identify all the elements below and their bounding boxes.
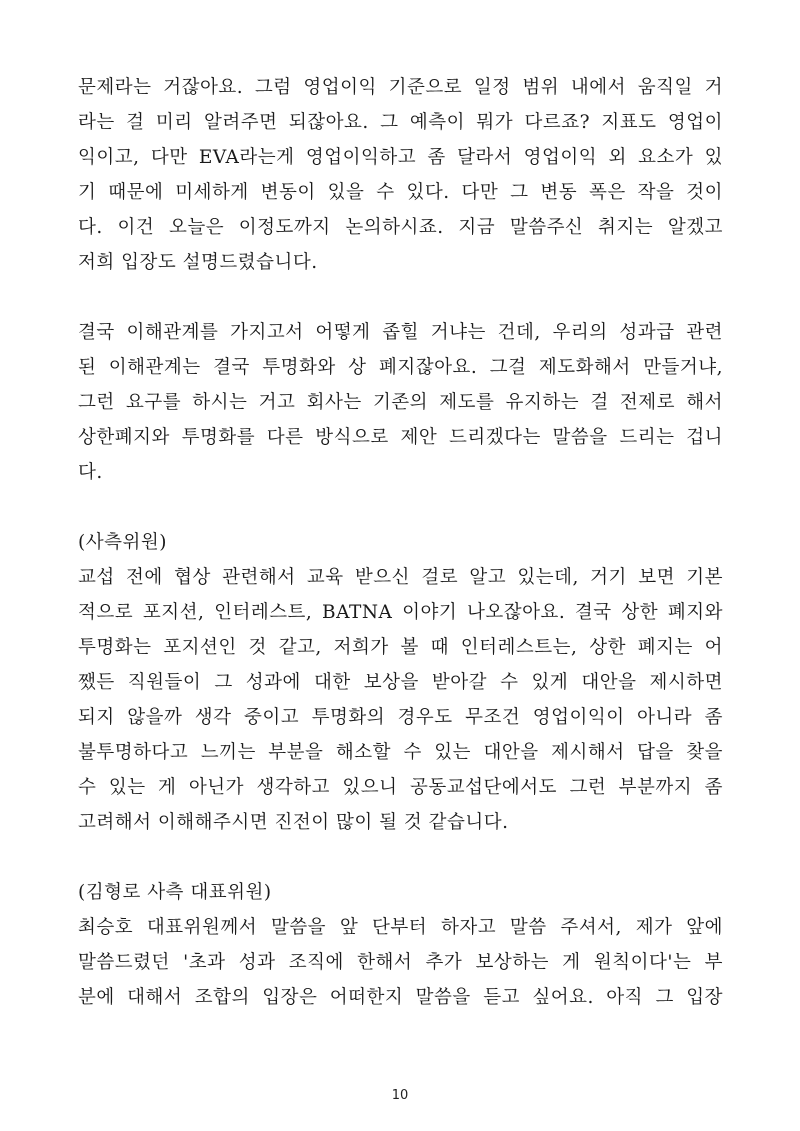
- text-line: 쨌든 직원들이 그 성과에 대한 보상을 받아갈 수 있게 대안을 제시하면: [78, 672, 723, 693]
- text-line: 최승호 대표위원께서 말씀을 앞 단부터 하자고 말씀 주셔서, 제가 앞에: [78, 917, 723, 938]
- text-line: 되지 않을까 생각 중이고 투명화의 경우도 무조건 영업이익이 아니라 좀: [78, 707, 723, 728]
- text-line: 상한폐지와 투명화를 다른 방식으로 제안 드리겠다는 말씀을 드리는 겁니: [78, 427, 723, 448]
- paragraph: [78, 315, 723, 490]
- text-line: 저희 입장도 설명드렸습니다.: [78, 252, 318, 273]
- blank-line: [78, 280, 723, 315]
- text-line: 말씀드렸던 '초과 성과 조직에 한해서 추가 보상하는 게 원칙이다'는 부: [78, 952, 723, 973]
- text-line: 다.: [78, 462, 103, 483]
- blank-line: [78, 840, 723, 875]
- text-line: 익이고, 다만 EVA라는게 영업이익하고 좀 달라서 영업이익 외 요소가 있: [78, 147, 723, 168]
- text-line: 라는 걸 미리 알려주면 되잖아요. 그 예측이 뭐가 다르죠? 지표도 영업이: [78, 112, 723, 133]
- text-line: 분에 대해서 조합의 입장은 어떠한지 말씀을 듣고 싶어요. 아직 그 입장: [78, 987, 723, 1008]
- speaker-label: (사측위원): [78, 532, 167, 553]
- text-line: 된 이해관계는 결국 투명화와 상 폐지잖아요. 그걸 제도화해서 만들거냐,: [78, 357, 723, 378]
- document-body: [78, 70, 723, 1015]
- page-number: 10: [391, 1088, 409, 1103]
- paragraph: [78, 560, 723, 840]
- text-line: 문제라는 거잖아요. 그럼 영업이익 기준으로 일정 범위 내에서 움직일 거: [78, 77, 723, 98]
- text-line: 수 있는 게 아닌가 생각하고 있으니 공동교섭단에서도 그런 부분까지 좀: [78, 777, 723, 798]
- text-line: 다. 이건 오늘은 이정도까지 논의하시죠. 지금 말씀주신 취지는 알겠고: [78, 217, 723, 238]
- text-line: 적으로 포지션, 인터레스트, BATNA 이야기 나오잖아요. 결국 상한 폐지와: [78, 602, 723, 623]
- text-line: 불투명하다고 느끼는 부분을 해소할 수 있는 대안을 제시해서 답을 찾을: [78, 742, 723, 763]
- blank-line: [78, 490, 723, 525]
- text-line: 투명화는 포지션인 것 같고, 저희가 볼 때 인터레스트는, 상한 폐지는 어: [78, 637, 723, 658]
- speaker-label: (김형로 사측 대표위원): [78, 882, 272, 903]
- text-line: 교섭 전에 협상 관련해서 교육 받으신 걸로 알고 있는데, 거기 보면 기본: [78, 567, 723, 588]
- text-line: 그런 요구를 하시는 거고 회사는 기존의 제도를 유지하는 걸 전제로 해서: [78, 392, 723, 413]
- paragraph: [78, 910, 723, 1015]
- paragraph: [78, 70, 723, 280]
- text-line: 기 때문에 미세하게 변동이 있을 수 있다. 다만 그 변동 폭은 작을 것이: [78, 182, 723, 203]
- text-line: 고려해서 이해해주시면 진전이 많이 될 것 같습니다.: [78, 812, 509, 833]
- text-line: 결국 이해관계를 가지고서 어떻게 좁힐 거냐는 건데, 우리의 성과급 관련: [78, 322, 723, 343]
